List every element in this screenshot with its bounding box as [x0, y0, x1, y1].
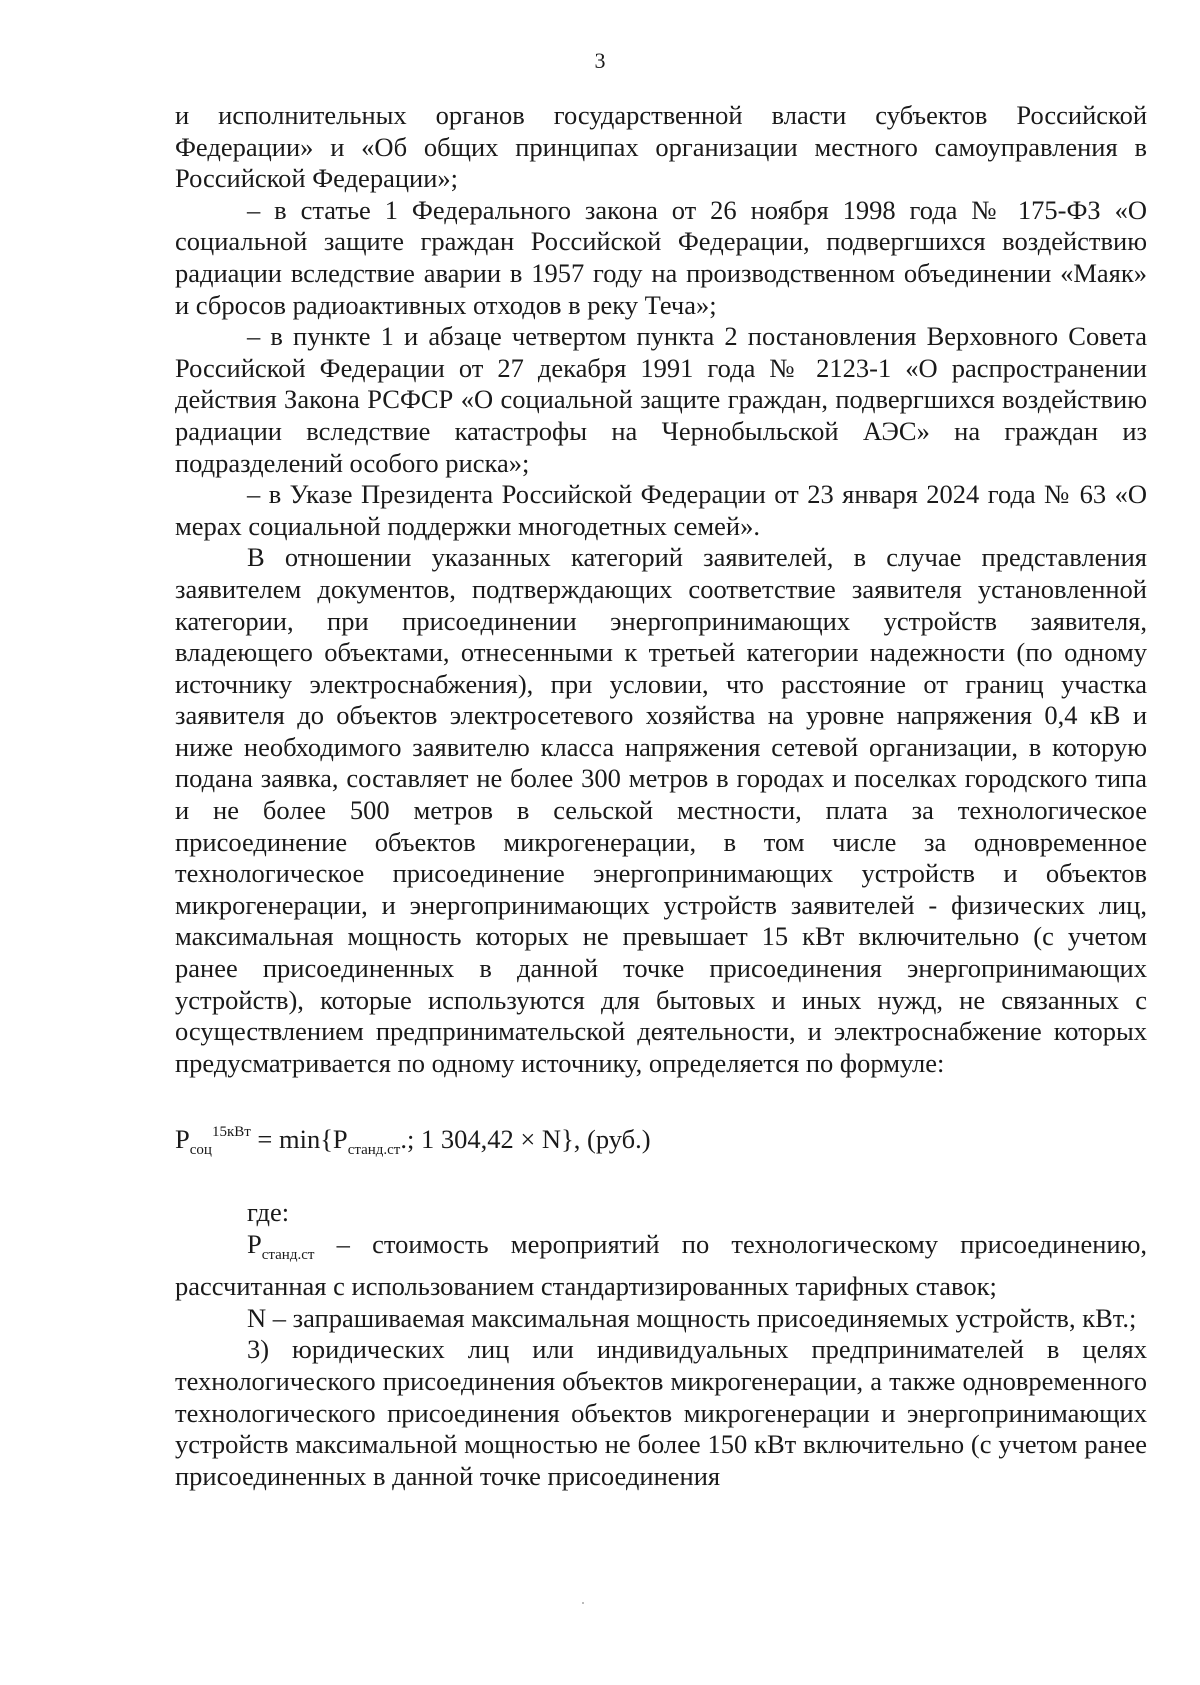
definition-1: [175, 1229, 1147, 1303]
paragraph-6: 3) юридических лиц или индивидуальных предпринимателей в целях технологического присоединения объектов микрогенерации, а также одновременного технологического присоединения объектов микрогенерации и энергопринимающих устройств максимальной мощностью не более 150 кВт включительно (с учетом ранее присоединенных в данной точке присоединения: [175, 1334, 1147, 1491]
page-number: 3: [594, 48, 606, 73]
formula-symbol: P: [175, 1124, 190, 1155]
paragraph-3: – в пункте 1 и абзаце четвертом пункта 2 постановления Верховного Совета Российской Федерации от 27 декабря 1991 года № 2123-1 «О распространении действия Закона РСФСР «О социальной защите граждан, подвергшихся воздействию радиации вследствие катастрофы на Чернобыльской АЭС» на граждан из подразделений особого риска»;: [175, 321, 1147, 478]
formula: [175, 1117, 1147, 1167]
formula-rhs-end: .; 1 304,42 × N}, (руб.): [400, 1124, 651, 1155]
definition-1-symbol: P: [247, 1228, 262, 1259]
paragraph-4: – в Указе Президента Российской Федерации от 23 января 2024 года № 63 «О мерах социальной поддержки многодетных семей».: [175, 479, 1147, 541]
where-label: где:: [247, 1197, 290, 1227]
document-body: [175, 100, 1147, 1492]
formula-subscript: соц: [189, 1142, 212, 1159]
scan-speck: [582, 1602, 584, 1604]
formula-rhs-subscript: станд.ст: [347, 1142, 401, 1159]
definition-1-text: – стоимость мероприятий по технологическому присоединению, рассчитанная с использованием стандартизированных тарифных ставок;: [175, 1228, 1147, 1302]
paragraph-2: – в статье 1 Федерального закона от 26 ноября 1998 года № 175-ФЗ «О социальной защите граждан Российской Федерации, подвергшихся воздействию радиации вследствие аварии в 1957 году на производственном объединении «Маяк» и сбросов радиоактивных отходов в реку Теча»;: [175, 194, 1147, 320]
formula-superscript: 15кВт: [211, 1124, 251, 1141]
paragraph-5: В отношении указанных категорий заявителей, в случае представления заявителем документов, подтверждающих соответствие заявителя установленной категории, при присоединении энергопринимающих устройств заявителя, владеющего объектами, отнесенными к третьей категории надежности (по одному источнику электроснабжения), при условии, что расстояние от границ участка заявителя до объектов электросетевого хозяйства на уровне напряжения 0,4 кВ и ниже необходимого заявителю класса напряжения сетевой организации, в которую подана заявка, составляет не более 300 метров в городах и поселках городского типа и не более 500 метров в сельской местности, плата за технологическое присоединение объектов микрогенерации, в том числе за одновременное технологическое присоединение энергопринимающих устройств и объектов микрогенерации, и энергопринимающих устройств заявителей - физических лиц, максимальная мощность которых не превышает 15 кВт включительно (с учетом ранее присоединенных в данной точке присоединения энергопринимающих устройств), которые используются для бытовых и иных нужд, не связанных с осуществлением предпринимательской деятельности, и электроснабжение которых предусматривается по одному источнику, определяется по формуле:: [175, 542, 1147, 1078]
formula-rhs-start: = min{P: [250, 1124, 348, 1155]
definition-1-subscript: станд.ст: [261, 1246, 315, 1263]
definition-2: N – запрашиваемая максимальная мощность присоединяемых устройств, кВт.;: [247, 1302, 1137, 1333]
paragraph-1: и исполнительных органов государственной власти субъектов Российской Федерации» и «Об общих принципах организации местного самоуправления в Российской Федерации»;: [175, 100, 1147, 194]
